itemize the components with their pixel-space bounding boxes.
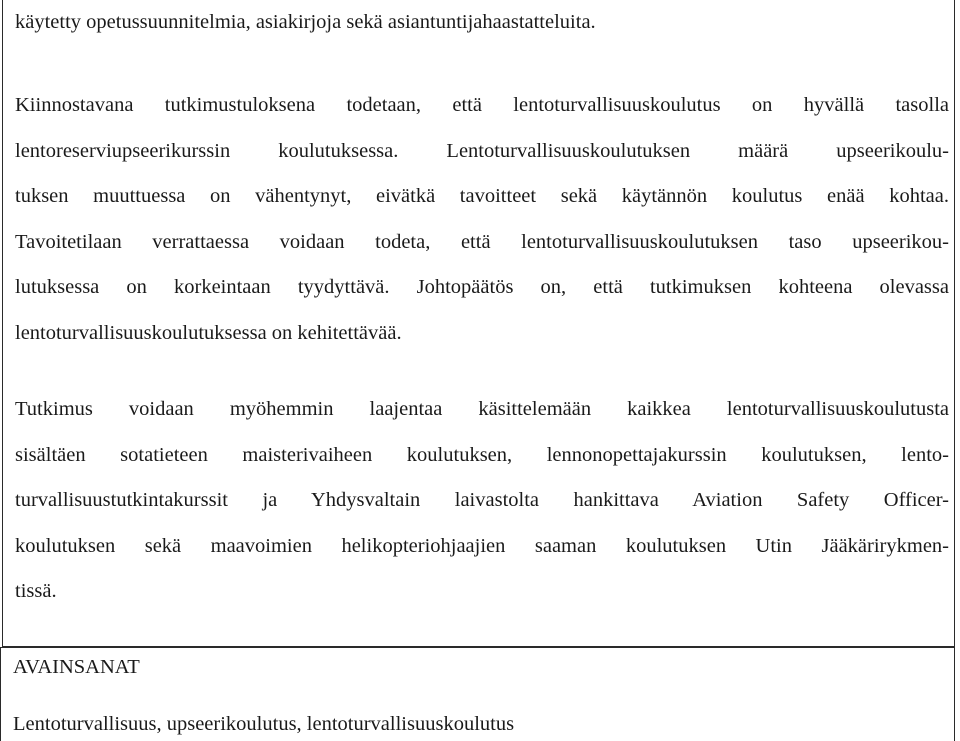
text-line: koulutuksen sekä maavoimien helikopteriohjaajien saaman koulutuksen Utin Jääkärirykmen-: [15, 534, 949, 557]
keywords-heading: AVAINSANAT: [13, 656, 140, 678]
text-line: tissä.: [15, 580, 57, 602]
text-line: lentoreserviupseerikurssin koulutuksessa. Lentoturvallisuuskoulutuksen määrä upseerikoulu-: [15, 139, 949, 162]
text-line: käytetty opetussuunnitelmia, asiakirjoja sekä asiantuntijahaastatteluita.: [15, 11, 596, 33]
text-line: Tutkimus voidaan myöhemmin laajentaa käsittelemään kaikkea lentoturvallisuuskoulutusta: [15, 398, 949, 420]
text-line: lutuksessa on korkeintaan tyydyttävä. Johtopäätös on, että tutkimuksen kohteena olevassa: [15, 276, 949, 298]
keywords-section: [0, 647, 955, 741]
abstract-paragraph-1: [15, 0, 949, 46]
text-line: sisältäen sotatieteen maisterivaiheen koulutuksen, lennonopettajakurssin koulutuksen, lento-: [15, 443, 949, 466]
abstract-paragraph-2: [15, 83, 949, 356]
text-line: turvallisuustutkintakurssit ja Yhdysvaltain laivastolta hankittava Aviation Safety Officer-: [15, 489, 949, 511]
abstract-box: [2, 0, 955, 647]
text-line: Kiinnostavana tutkimustuloksena todetaan, että lentoturvallisuuskoulutus on hyvällä tasolla: [15, 94, 949, 116]
text-line: tuksen muuttuessa on vähentynyt, eivätkä tavoitteet sekä käytännön koulutus enää kohtaa.: [15, 185, 949, 207]
text-line: lentoturvallisuuskoulutuksessa on kehitettävää.: [15, 321, 402, 344]
text-line: Tavoitetilaan verrattaessa voidaan todeta, että lentoturvallisuuskoulutuksen taso upseerikou-: [15, 230, 949, 253]
abstract-paragraph-3: [15, 387, 949, 615]
keywords-text: Lentoturvallisuus, upseerikoulutus, lentoturvallisuuskoulutus: [13, 713, 515, 735]
